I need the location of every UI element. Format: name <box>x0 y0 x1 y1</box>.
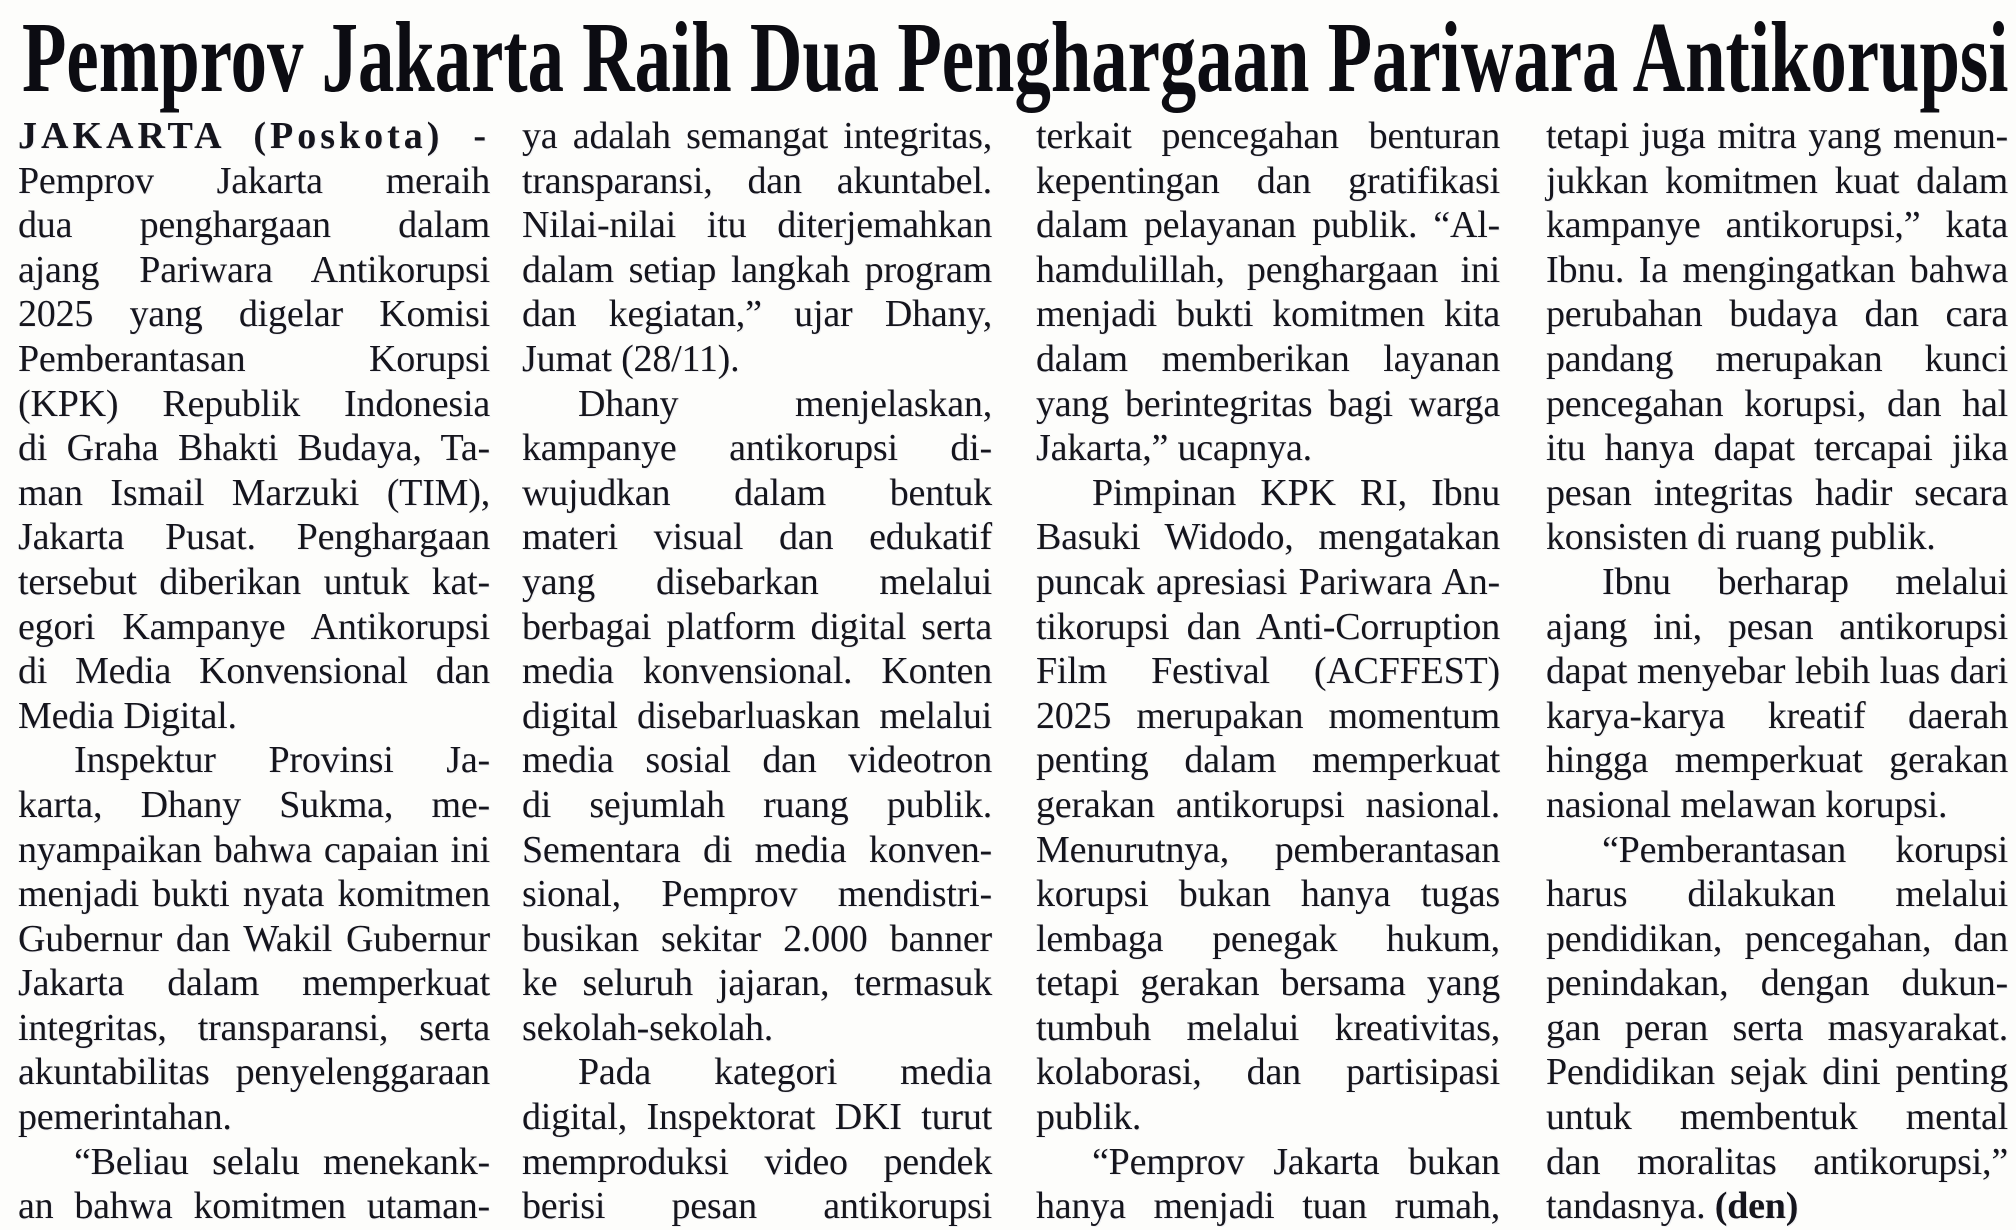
text-line: ke seluruh jajaran, termasuk <box>522 962 992 1005</box>
text-line: Ibnu berharap melalui <box>1602 560 2008 603</box>
text-line: Film Festival (ACFFEST) <box>1036 650 1500 693</box>
text-line: gan peran serta masyarakat. <box>1546 1006 2008 1049</box>
text-line: korupsi bukan hanya tugas <box>1036 873 1500 916</box>
text-line: transparansi, dan akuntabel. <box>522 159 992 202</box>
text-line: media konvensional. Konten <box>522 650 992 693</box>
text-line: Dhany menjelaskan, <box>578 382 992 425</box>
text-line: karya-karya kreatif daerah <box>1546 694 2008 737</box>
text-line: lembaga penegak hukum, <box>1036 917 1500 960</box>
text-line: Pimpinan KPK RI, Ibnu <box>1092 471 1500 514</box>
text-line: digital, Inspektorat DKI turut <box>522 1096 992 1139</box>
text-line: nasional melawan korupsi. <box>1546 783 1948 826</box>
text-line: Jumat (28/11). <box>522 337 740 380</box>
text-line: man Ismail Marzuki (TIM), <box>18 471 490 514</box>
article-column-3 <box>1036 114 1500 1229</box>
text-line: Jakarta,” ucapnya. <box>1036 427 1312 470</box>
text-line: Pemberantasan Korupsi <box>18 337 490 380</box>
text-run: tandasnya. <box>1546 1185 1715 1228</box>
text-line: “Beliau selalu menekank- <box>74 1140 490 1183</box>
author-signature: (den) <box>1714 1185 1799 1228</box>
text-line: di Graha Bhakti Budaya, Ta- <box>18 427 490 470</box>
text-line: di Media Konvensional dan <box>18 650 490 693</box>
text-line: dan moralitas antikorupsi,” <box>1546 1140 2008 1183</box>
text-line: Basuki Widodo, mengatakan <box>1036 516 1500 559</box>
text-line: dalam memberikan layanan <box>1036 337 1500 380</box>
text-line: dalam setiap langkah program <box>522 248 992 291</box>
text-line: tersebut diberikan untuk kat- <box>18 560 490 603</box>
text-line: penting dalam memperkuat <box>1036 739 1500 782</box>
text-line: tikorupsi dan Anti-Corruption <box>1036 605 1500 648</box>
text-line: Jakarta dalam memperkuat <box>18 962 490 1005</box>
text-line: karta, Dhany Sukma, me- <box>18 783 490 826</box>
text-line: integritas, transparansi, serta <box>18 1006 490 1049</box>
text-line: sional, Pemprov mendistri- <box>522 873 992 916</box>
text-line: wujudkan dalam bentuk <box>522 471 992 514</box>
article-column-1 <box>18 114 490 1229</box>
text-line: memproduksi video pendek <box>522 1140 992 1183</box>
text-line: Gubernur dan Wakil Gubernur <box>18 917 490 960</box>
text-line: digital disebarluaskan melalui <box>522 694 992 737</box>
text-line: kampanye antikorupsi di- <box>522 427 992 470</box>
text-line: jukkan komitmen kuat dalam <box>1546 159 2008 202</box>
text-line: nyampaikan bahwa capaian ini <box>18 828 490 871</box>
text-line: sekolah-sekolah. <box>522 1006 774 1049</box>
text-line: kampanye antikorupsi,” kata <box>1546 204 2008 247</box>
text-line: kepentingan dan gratifikasi <box>1036 159 1500 202</box>
text-line: yang disebarkan melalui <box>522 560 992 603</box>
text-line <box>1546 1184 2008 1229</box>
text-line: pendidikan, pencegahan, dan <box>1546 917 2008 960</box>
text-line: di sejumlah ruang publik. <box>522 783 992 826</box>
text-line: (KPK) Republik Indonesia <box>18 382 490 425</box>
text-line: menjadi bukti nyata komitmen <box>18 873 490 916</box>
text-line: untuk membentuk mental <box>1546 1096 2008 1139</box>
text-line: berisi pesan antikorupsi <box>522 1185 992 1228</box>
text-line: dapat menyebar lebih luas dari <box>1546 650 2008 693</box>
text-line: Media Digital. <box>18 694 237 737</box>
text-line: pandang merupakan kunci <box>1546 337 2008 380</box>
text-line: ya adalah semangat integritas, <box>522 115 992 157</box>
text-line: “Pemprov Jakarta bukan <box>1092 1140 1500 1183</box>
text-line: Menurutnya, pemberantasan <box>1036 828 1500 871</box>
text-line: media sosial dan videotron <box>522 739 992 782</box>
article-column-2 <box>522 114 992 1229</box>
text-line: pencegahan korupsi, dan hal <box>1546 382 2008 425</box>
text-line: dua penghargaan dalam <box>18 204 490 247</box>
text-line: akuntabilitas penyelenggaraan <box>18 1051 490 1094</box>
text-line: Pemprov Jakarta meraih <box>18 159 490 202</box>
text-line: berbagai platform digital serta <box>522 605 992 648</box>
text-line: terkait pencegahan benturan <box>1036 115 1500 157</box>
text-line: ajang ini, pesan antikorupsi <box>1546 605 2008 648</box>
text-line: publik. <box>1036 1096 1142 1139</box>
text-line: 2025 yang digelar Komisi <box>18 293 490 336</box>
text-line: tetapi juga mitra yang menun- <box>1546 115 2008 157</box>
text-line: “Pemberantasan korupsi <box>1602 828 2008 871</box>
text-line: tetapi gerakan bersama yang <box>1036 962 1500 1005</box>
text-line: tumbuh melalui kreativitas, <box>1036 1006 1500 1049</box>
text-line: dalam pelayanan publik. “Al- <box>1036 204 1500 247</box>
text-line: pesan integritas hadir secara <box>1546 471 2008 514</box>
text-line: hingga memperkuat gerakan <box>1546 739 2008 782</box>
text-line: konsisten di ruang publik. <box>1546 516 1936 559</box>
text-line: pemerintahan. <box>18 1096 232 1139</box>
text-line: an bahwa komitmen utaman- <box>18 1185 490 1228</box>
text-line: hamdulillah, penghargaan ini <box>1036 248 1500 291</box>
text-line: Sementara di media konven- <box>522 828 992 871</box>
text-line: perubahan budaya dan cara <box>1546 293 2008 336</box>
text-line: menjadi bukti komitmen kita <box>1036 293 1500 336</box>
text-line: hanya menjadi tuan rumah, <box>1036 1185 1500 1228</box>
article-column-4 <box>1546 114 2008 1229</box>
text-line: harus dilakukan melalui <box>1546 873 2008 916</box>
text-line: Inspektur Provinsi Ja- <box>74 739 490 782</box>
text-line: 2025 merupakan momentum <box>1036 694 1500 737</box>
text-line: Pada kategori media <box>578 1051 992 1094</box>
text-line: busikan sekitar 2.000 banner <box>522 917 992 960</box>
text-line: puncak apresiasi Pariwara An- <box>1036 560 1500 603</box>
text-line: egori Kampanye Antikorupsi <box>18 605 490 648</box>
text-line: dan kegiatan,” ujar Dhany, <box>522 293 992 336</box>
text-line: Ibnu. Ia mengingatkan bahwa <box>1546 248 2008 291</box>
text-line: ajang Pariwara Antikorupsi <box>18 248 490 291</box>
text-line: Nilai-nilai itu diterjemahkan <box>522 204 992 247</box>
text-line: JAKARTA (Poskota) - <box>18 115 490 157</box>
text-line: kolaborasi, dan partisipasi <box>1036 1051 1500 1094</box>
article-headline: Pemprov Jakarta Raih Dua Penghargaan Pariwara Antikorupsi <box>22 1 2009 113</box>
text-line: Pendidikan sejak dini penting <box>1546 1051 2008 1094</box>
text-line: materi visual dan edukatif <box>522 516 992 559</box>
text-line: Jakarta Pusat. Penghargaan <box>18 516 490 559</box>
text-line: yang berintegritas bagi warga <box>1036 382 1500 425</box>
text-line: penindakan, dengan dukun- <box>1546 962 2008 1005</box>
text-line: gerakan antikorupsi nasional. <box>1036 783 1500 826</box>
text-line: itu hanya dapat tercapai jika <box>1546 427 2008 470</box>
